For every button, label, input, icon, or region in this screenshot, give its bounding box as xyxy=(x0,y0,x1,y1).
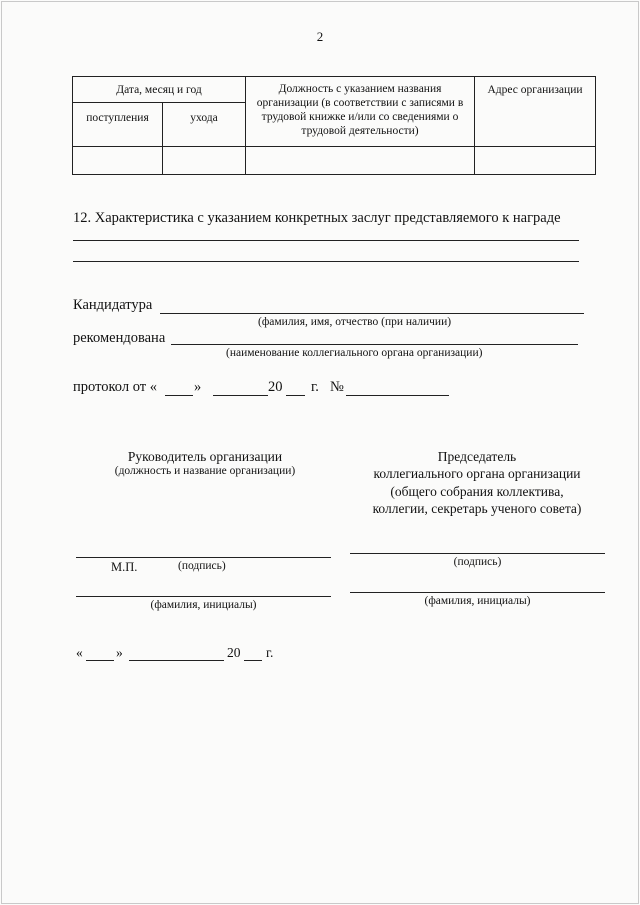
date-month-line[interactable] xyxy=(129,660,224,661)
protocol-number-sign: № xyxy=(330,379,344,395)
right-signature-caption: (подпись) xyxy=(453,556,502,568)
header-address: Адрес организации xyxy=(475,77,596,147)
protocol-number-line[interactable] xyxy=(346,395,449,396)
left-signature-caption: (подпись) xyxy=(178,560,226,572)
right-name-caption: (фамилия, инициалы) xyxy=(424,595,531,607)
header-end: ухода xyxy=(163,103,246,147)
date-year-suffix: г. xyxy=(266,645,274,660)
left-name-caption: (фамилия, инициалы) xyxy=(150,599,257,611)
recommended-line[interactable] xyxy=(171,344,578,345)
left-signatory-title: Руководитель организации xyxy=(127,449,283,464)
header-start: поступления xyxy=(73,103,163,147)
date-day-line[interactable] xyxy=(86,660,114,661)
right-name-line[interactable] xyxy=(350,592,605,593)
cell-address[interactable] xyxy=(475,147,596,175)
characteristic-line-2[interactable] xyxy=(73,261,579,262)
stamp-mark: М.П. xyxy=(111,560,138,574)
date-open-quote: « xyxy=(76,645,83,660)
candidacy-line[interactable] xyxy=(160,313,584,314)
left-signatory-subtitle: (должность и название организации) xyxy=(114,465,296,477)
protocol-month-line[interactable] xyxy=(213,395,268,396)
right-signatory-title-3: (общего собрания коллектива, xyxy=(390,484,564,499)
right-signatory-title-4: коллегии, секретарь ученого совета) xyxy=(372,501,582,516)
right-signature-line[interactable] xyxy=(350,553,605,554)
characteristic-line-1[interactable] xyxy=(73,240,579,241)
protocol-label: протокол от « xyxy=(73,379,157,395)
protocol-day-line[interactable] xyxy=(165,395,193,396)
employment-table xyxy=(72,76,596,175)
page-number: 2 xyxy=(316,29,324,44)
protocol-year-prefix: 20 xyxy=(268,379,283,395)
right-signatory-title-1: Председатель xyxy=(437,449,517,464)
header-dates: Дата, месяц и год xyxy=(73,77,246,103)
date-year-prefix: 20 xyxy=(227,645,241,660)
date-close-quote: » xyxy=(116,645,123,660)
recommended-caption: (наименование коллегиального органа организации) xyxy=(226,347,483,359)
cell-start[interactable] xyxy=(73,147,163,175)
section-12-title: 12. Характеристика с указанием конкретных заслуг представляемого к награде xyxy=(73,210,561,226)
protocol-quote-close: » xyxy=(194,379,202,395)
cell-end[interactable] xyxy=(163,147,246,175)
date-year-line[interactable] xyxy=(244,660,262,661)
cell-position[interactable] xyxy=(246,147,475,175)
right-signatory-title-2: коллегиального органа организации xyxy=(373,466,581,481)
header-position: Должность с указанием названия организации (в соответствии с записями в трудовой книжке и/или со сведениями о трудовой деятельности) xyxy=(246,77,475,147)
recommended-label: рекомендована xyxy=(73,330,166,346)
candidacy-caption: (фамилия, имя, отчество (при наличии) xyxy=(258,316,452,328)
protocol-year-suffix: г. xyxy=(311,379,319,395)
protocol-year-line[interactable] xyxy=(286,395,305,396)
left-name-line[interactable] xyxy=(76,596,331,597)
candidacy-label: Кандидатура xyxy=(73,297,153,313)
